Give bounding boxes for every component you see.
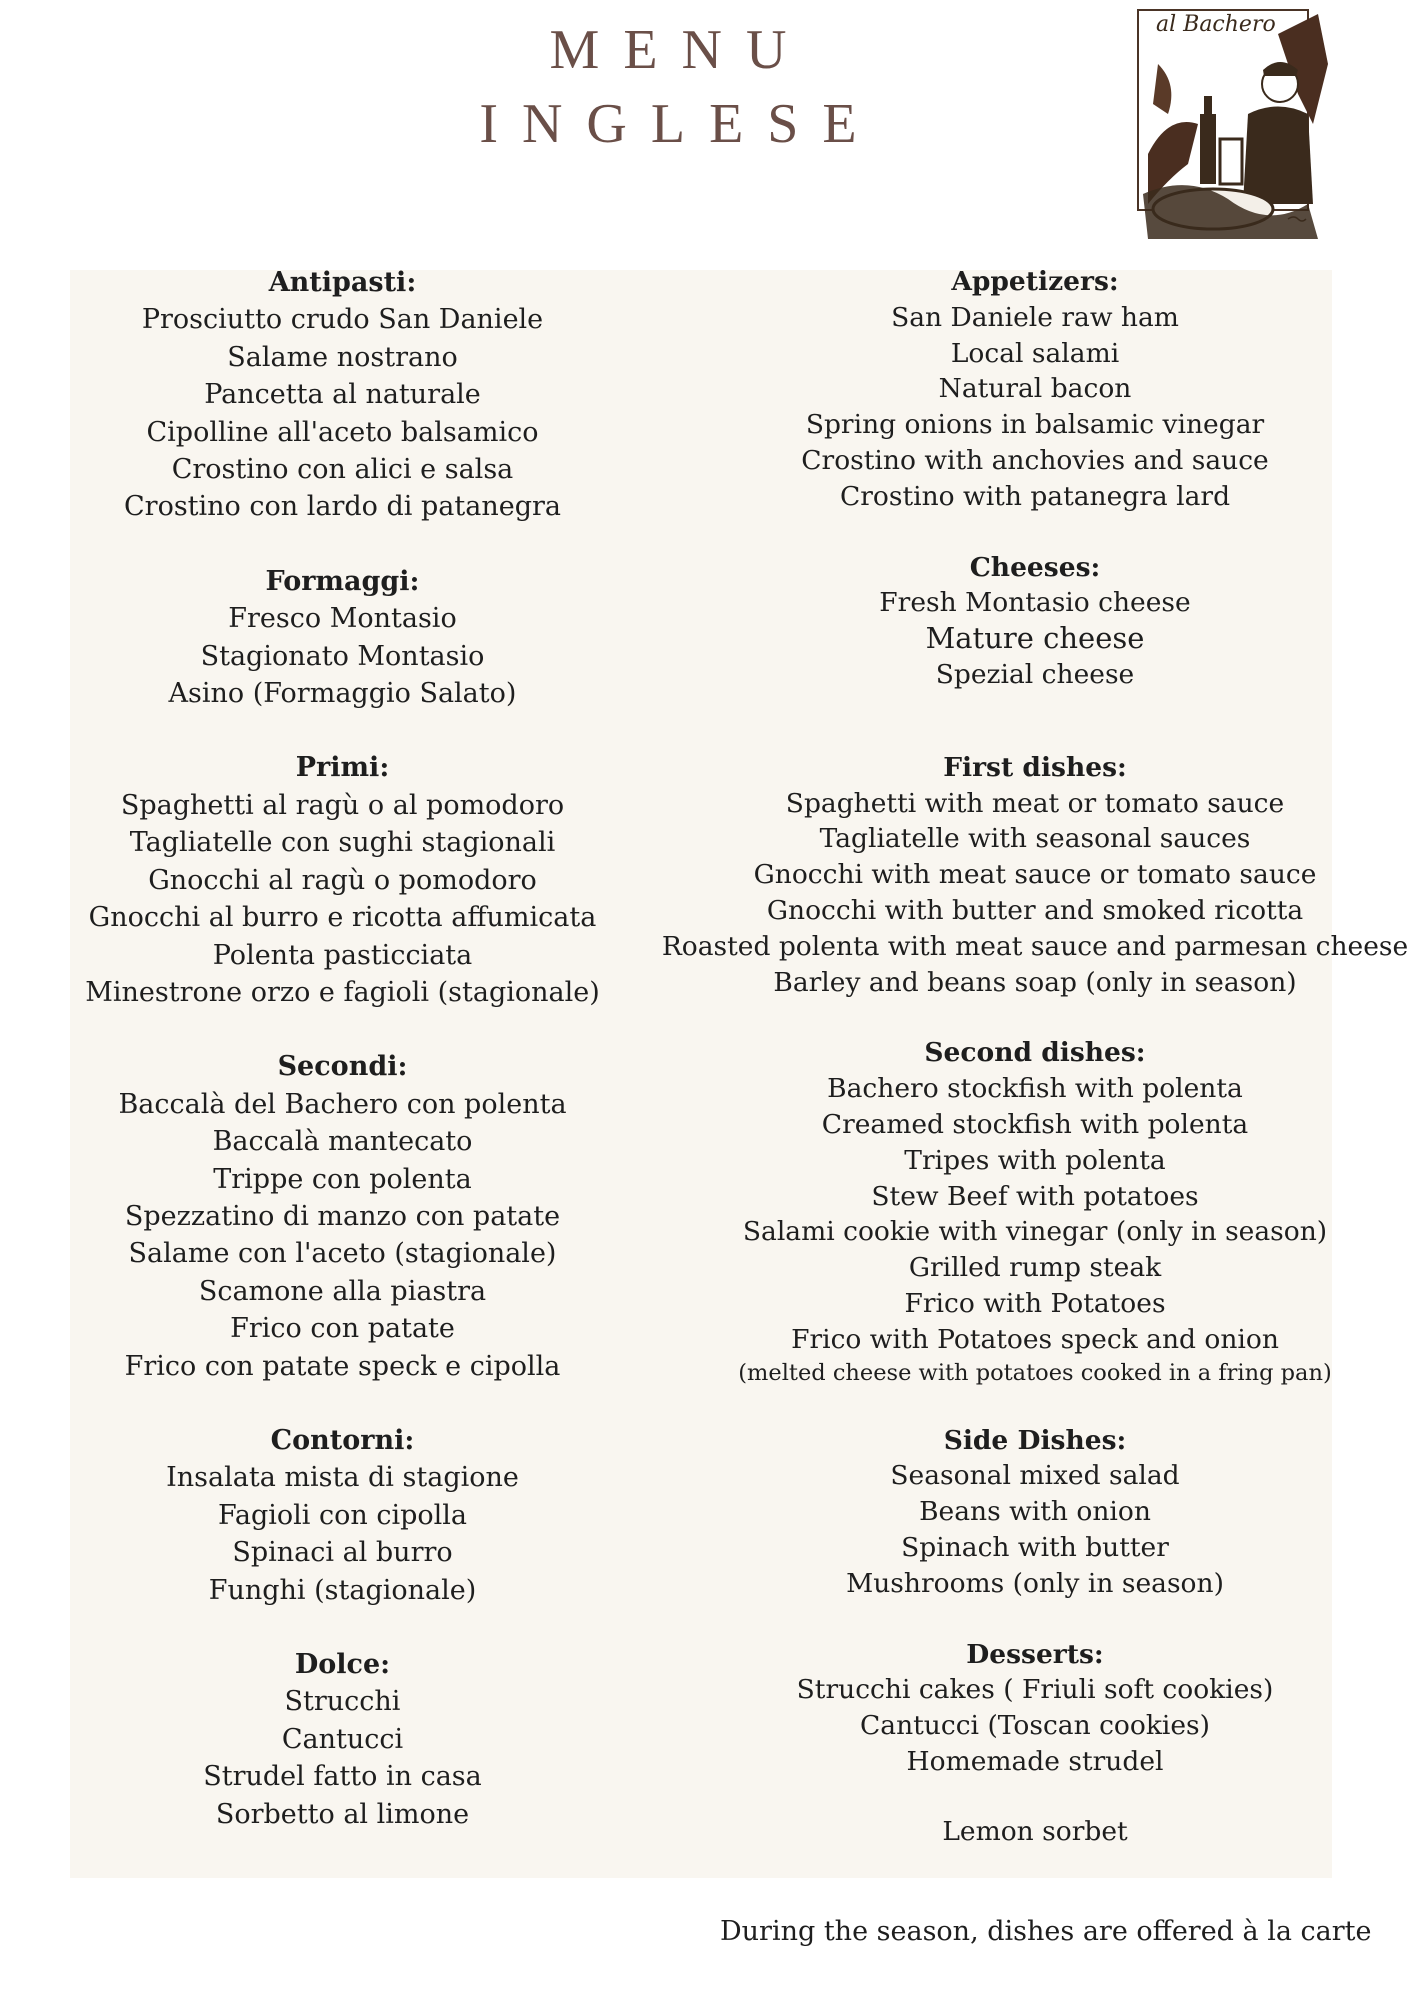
menu-item: Bachero stockfish with polenta xyxy=(827,1073,1243,1105)
section-title: Primi: xyxy=(295,752,390,784)
menu-item: Salame con l'aceto (stagionale) xyxy=(128,1238,557,1270)
section-first-dishes xyxy=(660,750,1410,1001)
menu-item: Barley and beans soap (only in season) xyxy=(773,966,1297,998)
menu-item: Roasted polenta with meat sauce and parmesan cheese xyxy=(661,930,1409,962)
menu-item: Frico with Potatoes xyxy=(904,1287,1166,1319)
menu-item: Crostino with anchovies and sauce xyxy=(801,444,1269,476)
menu-item: Spaghetti al ragù o al pomodoro xyxy=(120,789,565,821)
menu-item: Tagliatelle con sughi stagionali xyxy=(129,827,556,859)
footer-note: During the season, dishes are offered à la carte xyxy=(720,1916,1372,1947)
menu-item: Scamone alla piastra xyxy=(198,1275,487,1307)
menu-item: Spring onions in balsamic vinegar xyxy=(805,409,1265,441)
logo-text: al Bachero xyxy=(1156,12,1276,37)
menu-item: Cantucci (Toscan cookies) xyxy=(860,1710,1210,1742)
section-title: Formaggi: xyxy=(265,565,420,597)
menu-item: Spinach with butter xyxy=(901,1531,1169,1563)
section-title: First dishes: xyxy=(943,751,1127,783)
menu-item: Strudel fatto in casa xyxy=(203,1761,482,1793)
section-title: Cheeses: xyxy=(969,551,1101,583)
section-title: Dolce: xyxy=(294,1649,391,1680)
menu-item: Gnocchi with meat sauce or tomato sauce xyxy=(753,859,1317,891)
section-cheeses xyxy=(660,550,1410,693)
menu-item: Cantucci xyxy=(281,1723,404,1755)
section-title: Antipasti: xyxy=(268,267,417,298)
menu-item: Grilled rump steak xyxy=(908,1252,1162,1284)
menu-item: Asino (Formaggio Salato) xyxy=(168,678,517,710)
section-appetizers xyxy=(660,264,1410,515)
menu-item: Fresh Montasio cheese xyxy=(879,587,1191,619)
menu-item: Seasonal mixed salad xyxy=(890,1460,1180,1492)
menu-item: San Daniele raw ham xyxy=(891,301,1179,333)
menu-item: Spinaci al burro xyxy=(232,1537,453,1569)
menu-item: Baccalà mantecato xyxy=(212,1126,473,1158)
section-primi xyxy=(70,749,615,1011)
menu-item: Salame nostrano xyxy=(227,341,458,373)
menu-item: Homemade strudel xyxy=(906,1745,1164,1777)
menu-item: Frico with Potatoes speck and onion xyxy=(791,1323,1279,1355)
menu-item: Fagioli con cipolla xyxy=(217,1499,468,1531)
menu-item: Insalata mista di stagione xyxy=(166,1462,519,1494)
section-secondi xyxy=(70,1048,615,1385)
menu-item: Sorbetto al limone xyxy=(215,1798,470,1830)
menu-item: Prosciutto crudo San Daniele xyxy=(141,304,544,336)
menu-item: Gnocchi with butter and smoked ricotta xyxy=(766,894,1304,926)
menu-item: Beans with onion xyxy=(919,1496,1151,1528)
section-desserts xyxy=(660,1637,1410,1850)
menu-item: Minestrone orzo e fagioli (stagionale) xyxy=(85,976,600,1008)
menu-item: Cipolline all'aceto balsamico xyxy=(146,416,539,448)
menu-item: Fresco Montasio xyxy=(228,603,457,635)
menu-item: Tripes with polenta xyxy=(904,1144,1166,1176)
menu-item: Funghi (stagionale) xyxy=(208,1574,477,1606)
menu-item: Mature cheese xyxy=(925,621,1145,656)
menu-item: Salami cookie with vinegar (only in season) xyxy=(742,1216,1328,1248)
menu-item: Strucchi cakes ( Friuli soft cookies) xyxy=(796,1674,1274,1706)
menu-item: Gnocchi al ragù o pomodoro xyxy=(148,864,537,896)
menu-item: Frico con patate speck e cipolla xyxy=(124,1350,561,1382)
menu-item: Tagliatelle with seasonal sauces xyxy=(819,823,1251,855)
menu-item: Pancetta al naturale xyxy=(204,379,481,411)
menu-item: Spezzatino di manzo con patate xyxy=(124,1200,561,1232)
menu-item: Frico con patate xyxy=(230,1313,455,1345)
menu-item: Lemon sorbet xyxy=(942,1815,1128,1847)
section-title: Second dishes: xyxy=(924,1037,1146,1069)
menu-item: Spaghetti with meat or tomato sauce xyxy=(785,787,1285,819)
menu-item-note: (melted cheese with potatoes cooked in a fring pan) xyxy=(738,1359,1332,1386)
menu-title: MENU xyxy=(549,19,811,81)
section-side-dishes xyxy=(660,1423,1410,1602)
section-title: Secondi: xyxy=(277,1051,408,1083)
section-dolce xyxy=(70,1646,615,1833)
menu-item: Stagionato Montasio xyxy=(200,640,485,672)
menu-item: Crostino with patanegra lard xyxy=(839,480,1231,512)
section-title: Side Dishes: xyxy=(943,1424,1127,1456)
section-title: Contorni: xyxy=(270,1424,415,1456)
restaurant-logo xyxy=(1128,4,1333,249)
menu-item: Mushrooms (only in season) xyxy=(846,1567,1224,1599)
menu-item: Creamed stockfish with polenta xyxy=(821,1108,1249,1140)
menu-item: Natural bacon xyxy=(938,373,1132,405)
menu-item: Strucchi xyxy=(284,1686,401,1718)
menu-item: Polenta pasticciata xyxy=(212,939,473,971)
section-title: Appetizers: xyxy=(951,266,1119,297)
menu-item: Local salami xyxy=(950,337,1120,369)
menu-item: Crostino con alici e salsa xyxy=(171,454,514,486)
logo-illustration-icon xyxy=(1128,4,1333,249)
menu-item: Gnocchi al burro e ricotta affumicata xyxy=(88,902,597,934)
menu-subtitle: INGLESE xyxy=(479,93,881,155)
section-title: Desserts: xyxy=(966,1638,1104,1670)
menu-item: Trippe con polenta xyxy=(213,1163,472,1195)
menu-item: Spezial cheese xyxy=(935,658,1135,690)
menu-item: Stew Beef with potatoes xyxy=(871,1180,1199,1212)
english-column xyxy=(660,264,1410,1884)
section-formaggi xyxy=(70,563,615,713)
section-antipasti xyxy=(70,264,615,526)
section-contorni xyxy=(70,1422,615,1609)
menu-item: Baccalà del Bachero con polenta xyxy=(118,1088,567,1120)
menu-item: Crostino con lardo di patanegra xyxy=(124,491,561,523)
italian-column xyxy=(70,264,615,1870)
section-second-dishes xyxy=(660,1035,1410,1387)
